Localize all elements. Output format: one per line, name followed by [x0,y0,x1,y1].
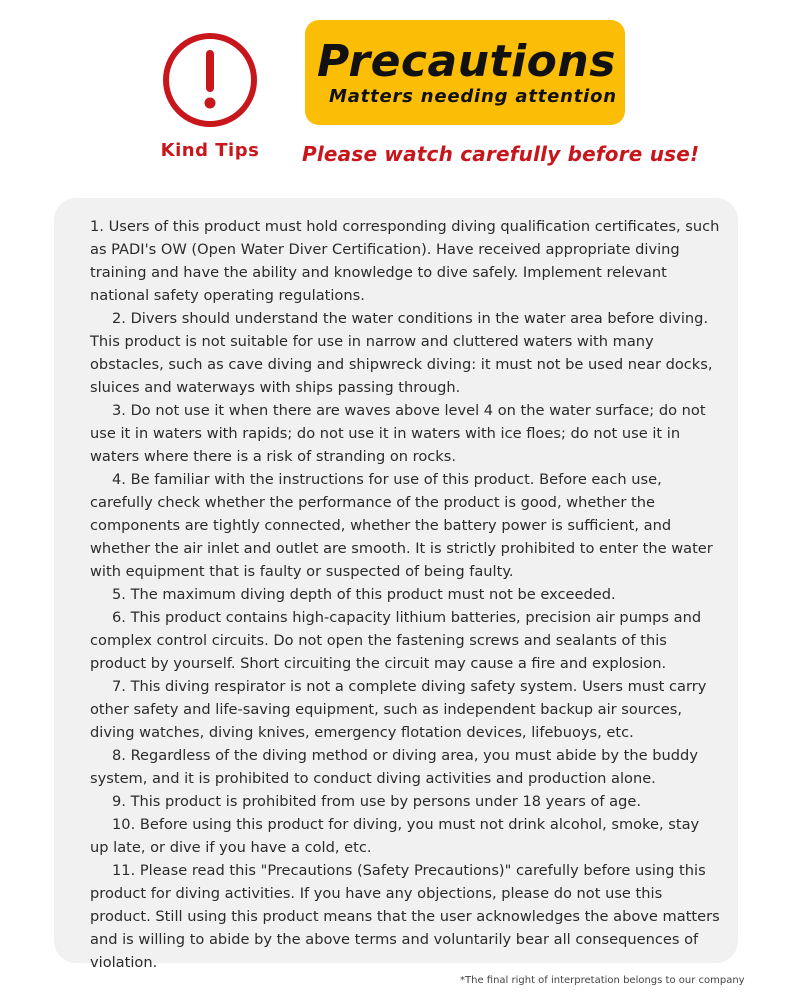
footnote: *The final right of interpretation belongs to our company [460,975,745,986]
precaution-item-2: 2. Divers should understand the water conditions in the water area before diving. This product is not suitable for use in narrow and cluttered waters with many obstacles, such as cave diving and shipwreck diving: it must not be used near docks, sluices and waterways with ships passing through. [90,310,713,396]
title-badge [305,20,625,125]
page-title: Precautions [317,36,616,87]
exclamation-circle-icon [160,30,260,130]
precaution-item-5: 5. The maximum diving depth of this product must not be exceeded. [112,586,616,603]
precaution-item-8: 8. Regardless of the diving method or diving area, you must abide by the buddy system, and it is prohibited to conduct diving activities and production alone. [90,747,698,787]
precaution-item-6: 6. This product contains high-capacity lithium batteries, precision air pumps and complex control circuits. Do not open the fastening screws and sealants of this product by yourself. Short circuiting the circuit may cause a fire and explosion. [90,609,702,672]
precaution-item-10: 10. Before using this product for diving, you must not drink alcohol, smoke, stay up late, or dive if you have a cold, etc. [90,816,700,856]
precaution-item-1: 1. Users of this product must hold corresponding diving qualification certificates, such as PADI's OW (Open Water Diver Certification). Have received appropriate diving training and have the ability and knowledge to dive safely. Implement relevant national safety operating regulations. [90,218,720,304]
precaution-item-4: 4. Be familiar with the instructions for use of this product. Before each use, carefully check whether the performance of the product is good, whether the components are tightly connected, whether the battery power is sufficient, and whether the air inlet and outlet are smooth. It is strictly prohibited to enter the water with equipment that is faulty or suspected of being faulty. [90,471,713,580]
precaution-item-9: 9. This product is prohibited from use by persons under 18 years of age. [112,793,641,810]
precaution-item-7: 7. This diving respirator is not a complete diving safety system. Users must carry other safety and life-saving equipment, such as independent backup air sources, diving watches, diving knives, emergency flotation devices, lifebuoys, etc. [90,678,707,741]
precautions-list [90,215,720,974]
kind-tips-label: Kind Tips [160,140,260,161]
warning-line: Please watch carefully before use! [302,142,700,166]
precaution-item-3: 3. Do not use it when there are waves above level 4 on the water surface; do not use it in waters with rapids; do not use it in waters with ice floes; do not use it in waters where there is a risk of stranding on rocks. [90,402,706,465]
page-subtitle: Matters needing attention [329,86,617,107]
precaution-item-11: 11. Please read this "Precautions (Safety Precautions)" carefully before using this product for diving activities. If you have any objections, please do not use this product. Still using this product means that the user acknowledges the above matters and is willing to abide by the above terms and voluntarily bear all consequences of violation. [90,862,720,971]
